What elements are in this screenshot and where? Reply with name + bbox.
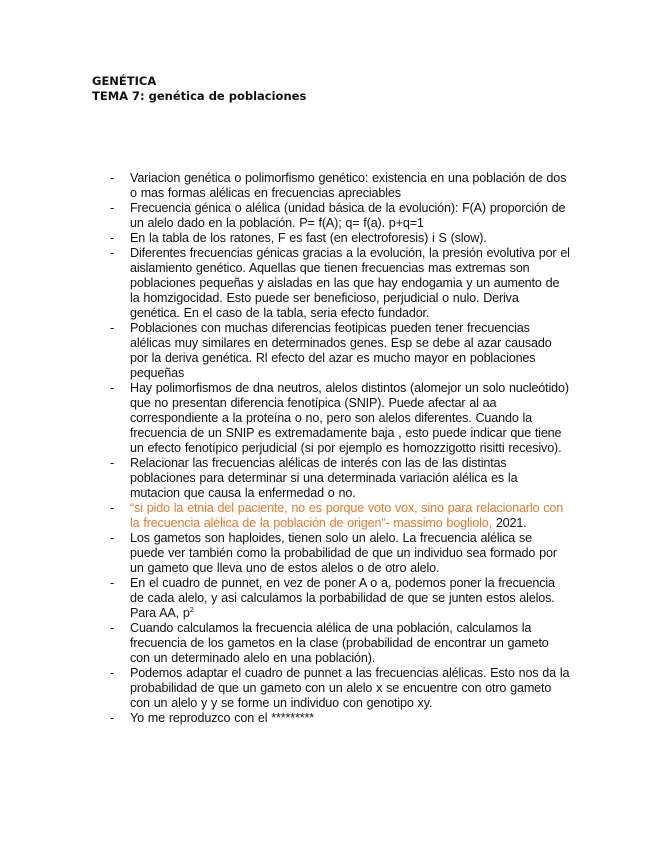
bullet-dash: -	[110, 711, 115, 725]
list-item-text: Poblaciones con muchas diferencias feotipicas pueden tener frecuencias alélicas muy similares en determinados genes. Esp se debe al azar causado por la deriva genética. Rl efecto del azar es mucho mayor en poblaciones pequeñas	[130, 321, 552, 380]
quote-year: 2021.	[491, 516, 527, 530]
list-item	[110, 201, 570, 231]
list-item-quote	[110, 501, 570, 531]
quote-text: “si pido la etnia del paciente, no es porque voto vox, sino para relacionarlo con la frecuencia alélica de la población de origen”- massimo bogliolo,	[130, 501, 564, 530]
bullet-dash: -	[110, 621, 115, 635]
list-item	[110, 381, 570, 456]
bullet-dash: -	[110, 666, 115, 680]
bullet-dash: -	[110, 321, 115, 335]
list-item-text: Relacionar las frecuencias alélicas de interés con las de las distintas poblaciones para determinar si una determinada variación alélica es la mutacion que causa la enfermedad o no.	[130, 456, 518, 500]
notes-list	[110, 171, 570, 726]
bullet-dash: -	[110, 456, 115, 470]
document-subtitle: TEMA 7: genética de poblaciones	[92, 89, 307, 103]
list-item	[110, 576, 570, 621]
list-item-text: Yo me reproduzco con el *********	[130, 711, 315, 725]
list-item	[110, 711, 570, 726]
list-item	[110, 456, 570, 501]
list-item-text: Podemos adaptar el cuadro de punnet a las frecuencias alélicas. Esto nos da la probabilidad de que un gameto con un alelo x se encuentre con otro gameto con un alelo y y se forme un individuo con genotipo xy.	[130, 666, 570, 710]
document-title: GENÉTICA	[92, 74, 157, 88]
bullet-dash: -	[110, 201, 115, 215]
list-item	[110, 231, 570, 246]
bullet-dash: -	[110, 576, 115, 590]
list-item-text: En la tabla de los ratones, F es fast (en electroforesis) i S (slow).	[130, 231, 487, 245]
list-item	[110, 321, 570, 381]
bullet-dash: -	[110, 246, 115, 260]
list-item-text: Variacion genética o polimorfismo genético: existencia en una población de dos o mas formas alélicas en frecuencias apreciables	[130, 171, 567, 200]
list-item	[110, 246, 570, 321]
bullet-dash: -	[110, 531, 115, 545]
bullet-dash: -	[110, 501, 115, 515]
list-item	[110, 621, 570, 666]
bullet-dash: -	[110, 231, 115, 245]
list-item-text: Frecuencia génica o alélica (unidad básica de la evolución): F(A) proporción de un alelo dado en la población. P= f(A); q= f(a). p+q=1	[130, 201, 566, 230]
bullet-dash: -	[110, 171, 115, 185]
list-item	[110, 171, 570, 201]
superscript: 2	[189, 606, 194, 614]
list-item	[110, 666, 570, 711]
list-item-text: Hay polimorfismos de dna neutros, alelos distintos (alomejor un solo nucleótido) que no presentan diferencia fenotípica (SNIP). Puede afectar al aa correspondiente a la proteína o no, pero son alelos diferentes. Cuando la frecuencia de un SNIP es extremadamente baja , esto puede indicar que tiene un efecto fenotípico perjudicial (si por ejemplo es homozzigotto risitti recesivo).	[130, 381, 569, 455]
list-item-text: En el cuadro de punnet, en vez de poner A o a, podemos poner la frecuencia de cada alelo, y asi calculamos la porbabilidad de que se junten estos alelos. Para AA, p	[130, 576, 555, 620]
list-item	[110, 531, 570, 576]
list-item-text: Diferentes frecuencias génicas gracias a la evolución, la presión evolutiva por el aislamiento genético. Aquellas que tienen frecuencias mas extremas son poblaciones pequeñas y aisladas en las que hay endogamia y un aumento de la homzigocidad. Esto puede ser beneficioso, perjudicial o nulo. Deriva genética. En el caso de la tabla, seria efecto fundador.	[130, 246, 570, 320]
list-item-text: Cuando calculamos la frecuencia alélica de una población, calculamos la frecuencia de los gametos en la clase (probabilidad de encontrar un gameto con un determinado alelo en una población).	[130, 621, 549, 665]
list-item-text: Los gametos son haploides, tienen solo un alelo. La frecuencia alélica se puede ver también como la probabilidad de que un individuo sea formado por un gameto que lleva uno de estos alelos o de otro alelo.	[130, 531, 557, 575]
bullet-dash: -	[110, 381, 115, 395]
